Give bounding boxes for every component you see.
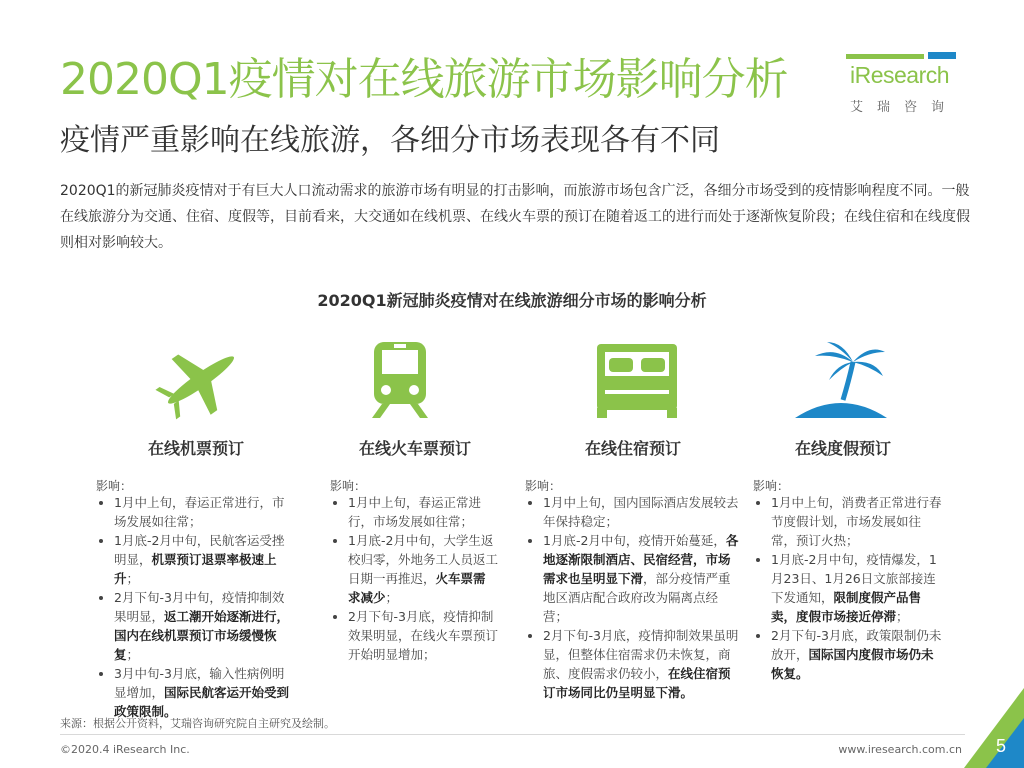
bullet-text: ； — [126, 571, 140, 586]
bullet-text: 1月中上旬，春运正常进行，市场发展如往常； — [348, 495, 481, 529]
impact-list — [330, 493, 498, 664]
bullet-text: ； — [126, 647, 140, 662]
impact-label: 影响： — [96, 479, 133, 493]
impact-bullet — [543, 531, 739, 626]
column-title: 在线度假预订 — [794, 439, 891, 458]
section-title: 2020Q1新冠肺炎疫情对在线旅游细分市场的影响分析 — [317, 291, 707, 310]
bullet-text: 1月中上旬，国内国际酒店发展较去年保持稳定； — [543, 495, 739, 529]
bullet-text: 1月底-2月中旬，疫情开始蔓延， — [543, 533, 726, 548]
impact-label: 影响： — [525, 479, 562, 493]
bullet-emphasis: 机票预订退票率极速上升 — [114, 552, 277, 586]
impact-list — [753, 493, 943, 683]
airplane-icon — [151, 340, 251, 420]
impact-list — [525, 493, 739, 702]
bullet-emphasis: 在线住宿预订市场同比仍呈明显下滑。 — [543, 666, 731, 700]
column-title: 在线住宿预订 — [584, 439, 681, 458]
bullet-text: ； — [385, 590, 399, 605]
corner-decoration — [964, 688, 1024, 768]
train-icon — [350, 340, 450, 420]
bullet-text: 3月中旬-3月底，输入性病例明显增加， — [114, 666, 285, 700]
bed-icon — [587, 340, 687, 420]
bullet-text: 1月底-2月中旬，疫情爆发，1月23日、1月26日文旅部接连下发通知， — [771, 552, 937, 605]
bullet-text: 1月底-2月中旬，大学生返校归零，外地务工人员返工日期一再推迟， — [348, 533, 499, 586]
bullet-text: 2月下旬-3月底，疫情抑制效果明显，在线火车票预订开始明显增加； — [348, 609, 499, 662]
bullet-text: 2月下旬-3月底，政策限制仍未放开， — [771, 628, 942, 662]
column-title: 在线火车票预订 — [358, 439, 471, 458]
bullet-emphasis: 各地逐渐限制酒店、民宿经营，市场需求也呈明显下滑 — [543, 533, 739, 586]
bullet-emphasis: 国际国内度假市场仍未恢复。 — [771, 647, 934, 681]
palm-beach-icon — [791, 340, 891, 420]
bullet-emphasis: 火车票需求减少 — [348, 571, 486, 605]
logo-chinese-name: 艾瑞咨询 — [850, 100, 959, 115]
page-subtitle: 疫情严重影响在线旅游，各细分市场表现各有不同 — [60, 123, 720, 158]
impact-bullet — [543, 626, 739, 702]
impact-bullet — [543, 493, 739, 531]
bullet-text: 1月底-2月中旬，民航客运受挫明显， — [114, 533, 285, 567]
website-url: www.iresearch.com.cn — [838, 743, 962, 756]
bullet-text: 1月中上旬，春运正常进行，市场发展如往常； — [114, 495, 285, 529]
bullet-emphasis: 限制度假产品售卖，度假市场接近停滞 — [771, 590, 922, 624]
logo-bar — [846, 52, 956, 60]
impact-label: 影响： — [753, 479, 790, 493]
bullet-emphasis: 返工潮开始逐渐进行，国内在线机票预订市场缓慢恢复 — [114, 609, 290, 662]
impact-bullet — [348, 607, 498, 664]
bullet-text: 1月中上旬，消费者正常进行春节度假计划，市场发展如往常，预订火热； — [771, 495, 942, 548]
impact-bullet — [348, 531, 498, 607]
intro-paragraph: 2020Q1的新冠肺炎疫情对于有巨大人口流动需求的旅游市场有明显的打击影响，而旅游市场包含广泛，各细分市场受到的疫情影响程度不同。一般在线旅游分为交通、住宿、度假等，目前看来，大交通如在线机票、在线火车票的预订在随着返工的进行而处于逐渐恢复阶段；在线住宿和在线度假则相对影响较大。 — [60, 183, 970, 251]
source-note: 来源：根据公开资料，艾瑞咨询研究院自主研究及绘制。 — [60, 717, 335, 730]
page-title: 2020Q1疫情对在线旅游市场影响分析 — [60, 54, 788, 105]
copyright: ©2020.4 iResearch Inc. — [60, 743, 190, 756]
bullet-text: ； — [896, 609, 909, 624]
impact-bullet — [114, 588, 296, 664]
bullet-text: ，部分疫情严重地区酒店配合政府改为隔离点经营； — [543, 571, 731, 624]
impact-label: 影响： — [330, 479, 367, 493]
impact-bullet — [114, 531, 296, 588]
impact-bullet — [114, 493, 296, 531]
impact-bullet — [771, 626, 943, 683]
impact-bullet — [348, 493, 498, 531]
bullet-text: 2月下旬-3月底，疫情抑制效果虽明显，但整体住宿需求仍未恢复，商旅、度假需求仍较小， — [543, 628, 739, 681]
impact-bullet — [771, 550, 943, 626]
bullet-emphasis: 国际民航客运开始受到政策限制。 — [114, 685, 290, 719]
page-number: 5 — [995, 736, 1006, 756]
bullet-text: 2月下旬-3月中旬，疫情抑制效果明显， — [114, 590, 285, 624]
impact-bullet — [771, 493, 943, 550]
iresearch-logo — [846, 52, 976, 122]
impact-bullet — [114, 664, 296, 721]
column-title: 在线机票预订 — [147, 439, 244, 458]
impact-list — [96, 493, 296, 721]
footer-divider — [60, 734, 965, 735]
logo-wordmark: iResearch — [850, 62, 950, 88]
